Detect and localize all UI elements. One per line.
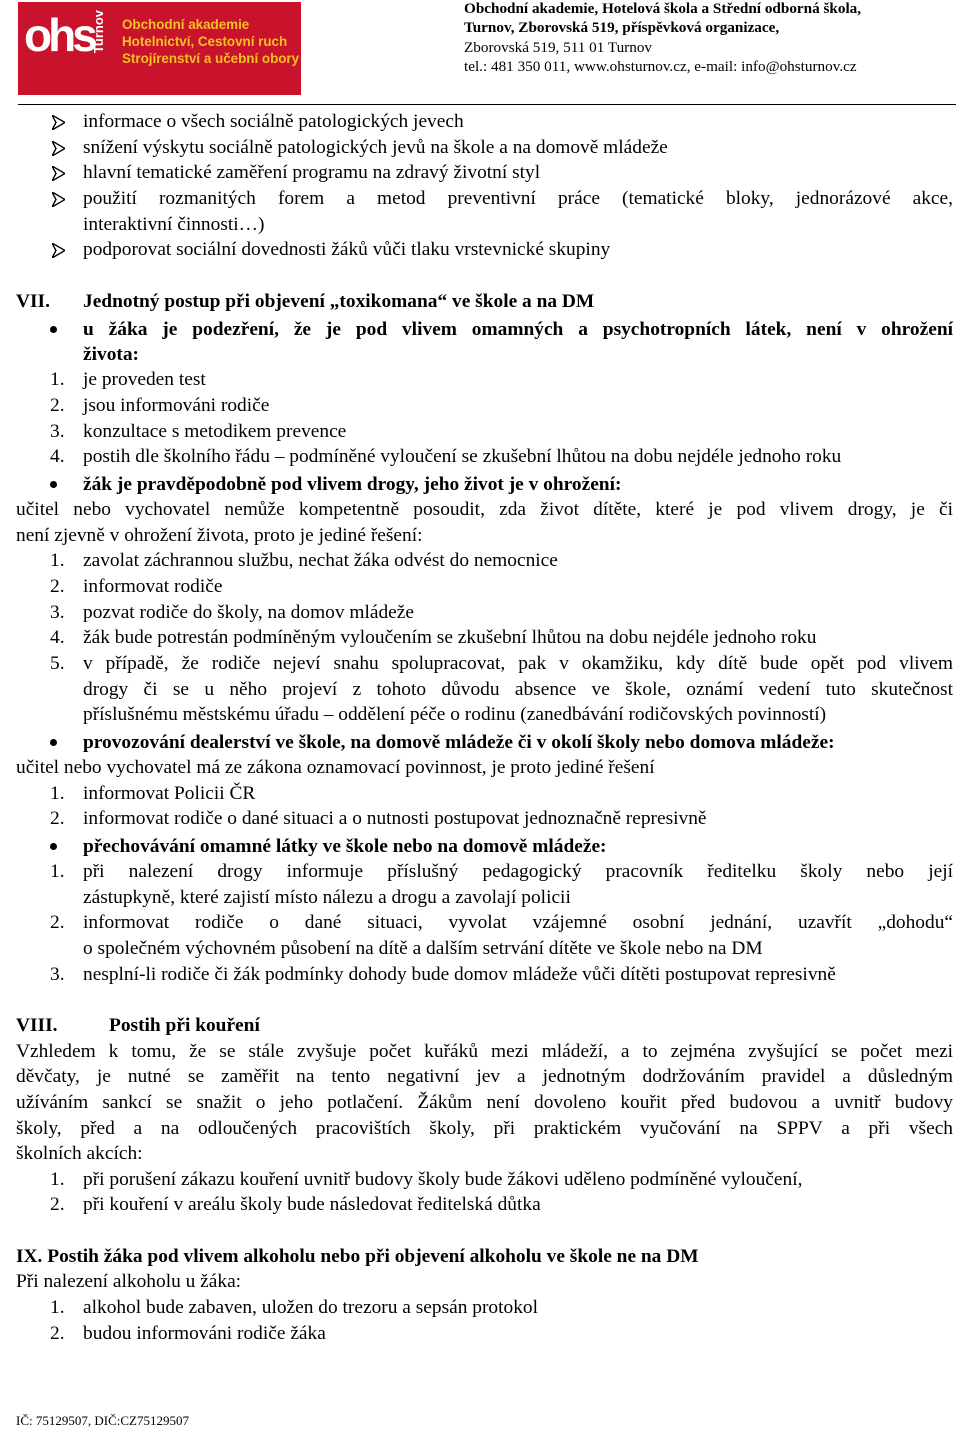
list-item-cont: zástupkyně, které zajistí místo nálezu a drogu a zavolají policii	[83, 887, 571, 908]
list-number: 2.	[50, 808, 65, 829]
paragraph-line: děvčaty, je nutné se zaměřit na tento negativní jev a jednotným dodržováním pravidel a důsledným	[16, 1066, 953, 1087]
header-divider	[18, 104, 956, 105]
section-title: Postih při kouření	[109, 1015, 260, 1036]
list-item: snížení výskytu sociálně patologických jevů na škole a na domově mládeže	[83, 137, 668, 158]
list-item: informace o všech sociálně patologických jevech	[83, 111, 464, 132]
list-number: 4.	[50, 627, 65, 648]
logo-line: Obchodní akademie	[122, 17, 250, 32]
section-number: VIII.	[16, 1015, 58, 1036]
list-number: 1.	[50, 1169, 65, 1190]
section-number: VII.	[16, 291, 50, 312]
list-number: 1.	[50, 1297, 65, 1318]
paragraph-line: školy, před a na odloučených pracovištích školy, při praktickém vyučování na SPPV a při všech	[16, 1118, 953, 1139]
list-item: při kouření v areálu školy bude následovat ředitelská důtka	[83, 1194, 541, 1215]
list-item: alkohol bude zabaven, uložen do trezoru a sepsán protokol	[83, 1297, 538, 1318]
list-number: 1.	[50, 861, 65, 882]
school-address: Zborovská 519, 511 01 Turnov	[464, 38, 653, 56]
arrow-bullet-icon	[52, 243, 65, 258]
arrow-bullet-icon	[52, 166, 65, 181]
paragraph-line: učitel nebo vychovatel nemůže kompetentně posoudit, zda život dítěte, které je pod vlivem drogy, je či	[16, 499, 953, 520]
bullet-dot-icon	[50, 843, 57, 850]
list-item-cont: o společném výchovném působení na dítě a dalším setrvání dítěte ve škole nebo na DM	[83, 938, 763, 959]
arrow-bullet-icon	[52, 115, 65, 130]
school-contact	[464, 0, 956, 76]
list-item: v případě, že rodiče nejeví snahu spolupracovat, pak v okamžiku, kdy dítě bude opět pod vlivem	[83, 653, 953, 674]
list-number: 3.	[50, 421, 65, 442]
paragraph-line: školních akcích:	[16, 1143, 143, 1164]
list-number: 1.	[50, 369, 65, 390]
bullet-dot-icon	[50, 481, 57, 488]
list-number: 1.	[50, 550, 65, 571]
list-item: je proveden test	[83, 369, 206, 390]
condition-heading-cont: života:	[83, 344, 139, 365]
list-item: použití rozmanitých forem a metod preventivní práce (tematické bloky, jednorázové akce,	[83, 188, 953, 209]
list-item: informovat rodiče o dané situaci a o nutnosti postupovat jednoznačně represivně	[83, 808, 707, 829]
list-item: nesplní-li rodiče či žák podmínky dohody bude domov mládeže vůči dítěti postupovat represivně	[83, 964, 836, 985]
school-contacts: tel.: 481 350 011, www.ohsturnov.cz, e-mail: info@ohsturnov.cz	[464, 57, 857, 75]
logo-mark-text: ohs	[24, 9, 94, 61]
condition-heading: provozování dealerství ve škole, na domově mládeže či v okolí školy nebo domova mládeže:	[83, 732, 835, 753]
list-number: 2.	[50, 576, 65, 597]
condition-heading: přechovávání omamné látky ve škole nebo na domově mládeže:	[83, 836, 607, 857]
list-item: postih dle školního řádu – podmíněné vyloučení se zkušební lhůtou na dobu nejdéle jednoho roku	[83, 446, 842, 467]
list-item: informovat rodiče	[83, 576, 223, 597]
arrow-bullet-icon	[52, 141, 65, 156]
logo-mark	[18, 2, 110, 95]
list-item-cont: příslušnému městskému úřadu – oddělení péče o rodinu (zanedbávání rodičovských povinností)	[83, 704, 827, 725]
page-footer: IČ: 75129507, DIČ:CZ75129507	[16, 1413, 189, 1428]
school-name-cont: Turnov, Zborovská 519, příspěvková organizace,	[464, 19, 780, 37]
list-number: 3.	[50, 964, 65, 985]
list-item: podporovat sociální dovednosti žáků vůči tlaku vrstevnické skupiny	[83, 239, 611, 260]
list-item: budou informováni rodiče žáka	[83, 1323, 326, 1344]
list-number: 2.	[50, 912, 65, 933]
list-item: žák bude potrestán podmíněným vyloučením se zkušební lhůtou na dobu nejdéle jednoho roku	[83, 627, 817, 648]
page-header	[18, 0, 956, 102]
list-number: 3.	[50, 602, 65, 623]
list-number: 2.	[50, 395, 65, 416]
logo-line: Strojírenství a učební obory	[122, 51, 300, 66]
list-item: při porušení zákazu kouření uvnitř budovy školy bude žákovi uděleno podmíněné vyloučení,	[83, 1169, 803, 1190]
section-title: Jednotný postup při objevení „toxikomana“ ve škole a na DM	[83, 291, 595, 312]
list-number: 2.	[50, 1194, 65, 1215]
paragraph-line: Vzhledem k tomu, že se stále zvyšuje počet kuřáků mezi mládeží, a to zejména zvyšující se počet mezi	[16, 1041, 953, 1062]
logo-text	[110, 2, 301, 95]
list-item: při nalezení drogy informuje příslušný pedagogický pracovník ředitelku školy nebo její	[83, 861, 953, 882]
section-title: IX. Postih žáka pod vlivem alkoholu nebo při objevení alkoholu ve škole ne na DM	[16, 1246, 699, 1267]
logo-vertical-text: Turnov	[91, 10, 106, 54]
list-item-cont: interaktivní činnosti…)	[83, 214, 265, 235]
condition-heading: u žáka je podezření, že je pod vlivem omamných a psychotropních látek, není v ohrožení	[83, 319, 953, 340]
paragraph-line: není zjevně v ohrožení života, proto je jediné řešení:	[16, 525, 423, 546]
school-name: Obchodní akademie, Hotelová škola a Střední odborná škola,	[464, 0, 862, 17]
list-number: 1.	[50, 783, 65, 804]
list-item: jsou informováni rodiče	[83, 395, 270, 416]
arrow-bullet-icon	[52, 192, 65, 207]
logo-line: Hotelnictví, Cestovní ruch	[122, 34, 288, 49]
condition-heading: žák je pravděpodobně pod vlivem drogy, jeho život je v ohrožení:	[83, 474, 622, 495]
list-item: konzultace s metodikem prevence	[83, 421, 347, 442]
bullet-dot-icon	[50, 326, 57, 333]
paragraph-line: Při nalezení alkoholu u žáka:	[16, 1271, 242, 1292]
list-item: hlavní tematické zaměření programu na zdravý životní styl	[83, 162, 541, 183]
school-logo	[18, 2, 301, 95]
paragraph-line: učitel nebo vychovatel má ze zákona oznamovací povinnost, je proto jediné řešení	[16, 757, 655, 778]
list-item: informovat rodiče o dané situaci, vyvolat vzájemné osobní jednání, uzavřít „dohodu“	[83, 912, 953, 933]
list-number: 4.	[50, 446, 65, 467]
paragraph-line: užíváním sankcí se snažit o jeho potlačení. Žákům není dovoleno kouřit před budovou a uvnitř budovy	[16, 1092, 953, 1113]
list-item: pozvat rodiče do školy, na domov mládeže	[83, 602, 414, 623]
list-item: zavolat záchrannou službu, nechat žáka odvést do nemocnice	[83, 550, 558, 571]
list-number: 5.	[50, 653, 65, 674]
list-item: informovat Policii ČR	[83, 783, 256, 804]
bullet-dot-icon	[50, 739, 57, 746]
list-item-cont: drogy či se u něho projeví z tohoto důvodu absence ve škole, oznámí vedení tuto skutečnost	[83, 679, 953, 700]
list-number: 2.	[50, 1323, 65, 1344]
